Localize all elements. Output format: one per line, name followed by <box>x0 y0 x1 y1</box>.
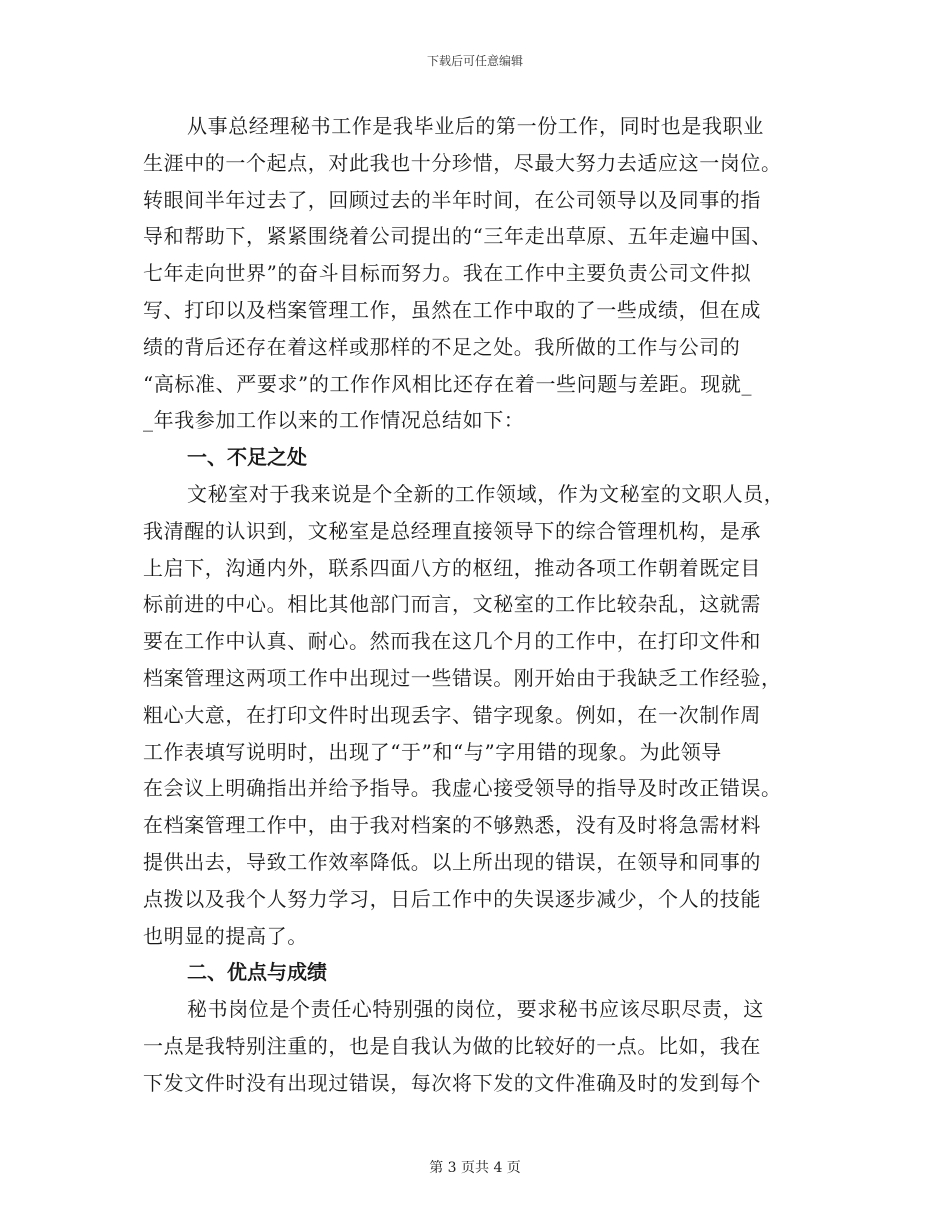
text-line: 文秘室对于我来说是个全新的工作领域，作为文秘室的文职人员， <box>187 481 785 506</box>
text-line: 工作表填写说明时，出现了“于”和“与”字用错的现象。为此领导 <box>143 739 722 764</box>
text-line: 点拨以及我个人努力学习，日后工作中的失误逐步减少，个人的技能 <box>143 886 761 911</box>
text-line: 写、打印以及档案管理工作，虽然在工作中取的了一些成绩，但在成 <box>143 297 761 322</box>
text-line: 一点是我特别注重的，也是自我认为做的比较好的一点。比如，我在 <box>143 1033 761 1058</box>
text-line: 粗心大意，在打印文件时出现丢字、错字现象。例如，在一次制作周 <box>143 702 761 727</box>
text-line: 导和帮助下，紧紧围绕着公司提出的“三年走出草原、五年走遍中国、 <box>143 224 772 249</box>
text-line: 生涯中的一个起点，对此我也十分珍惜，尽最大努力去适应这一岗位。 <box>143 150 782 175</box>
text-line: 秘书岗位是个责任心特别强的岗位，要求秘书应该尽职尽责，这 <box>187 997 764 1022</box>
text-line: 上启下，沟通内外，联系四面八方的枢纽，推动各项工作朝着既定目 <box>143 555 761 580</box>
text-line: 标前进的中心。相比其他部门而言，文秘室的工作比较杂乱，这就需 <box>143 592 761 617</box>
text-line: “高标准、严要求”的工作作风相比还存在着一些问题与差距。现就_ <box>143 371 753 396</box>
text-line: 我清醒的认识到，文秘室是总经理直接领导下的综合管理机构，是承 <box>143 518 761 543</box>
section-heading-strengths: 二、优点与成绩 <box>187 960 327 985</box>
document-body <box>143 108 807 1102</box>
text-line: 从事总经理秘书工作是我毕业后的第一份工作，同时也是我职业 <box>187 114 764 138</box>
text-line: 也明显的提高了。 <box>143 923 308 948</box>
text-line: _年我参加工作以来的工作情况总结如下： <box>143 408 525 433</box>
page-footer: 第 3 页共 4 页 <box>429 1160 521 1176</box>
text-line: 七年走向世界”的奋斗目标而努力。我在工作中主要负责公司文件拟 <box>143 261 752 286</box>
paragraph-shortcomings <box>143 476 807 954</box>
page-header: 下载后可任意编辑 <box>426 54 523 68</box>
text-line: 绩的背后还存在着这样或那样的不足之处。我所做的工作与公司的 <box>143 334 741 359</box>
text-line: 在档案管理工作中，由于我对档案的不够熟悉，没有及时将急需材料 <box>143 813 761 838</box>
text-line: 在会议上明确指出并给予指导。我虚心接受领导的指导及时改正错误。 <box>143 776 782 801</box>
text-line: 提供出去，导致工作效率降低。以上所出现的错误，在领导和同事的 <box>143 849 761 874</box>
text-line: 转眼间半年过去了，回顾过去的半年时间，在公司领导以及同事的指 <box>143 187 761 212</box>
paragraph-strengths <box>143 991 807 1101</box>
text-line: 下发文件时没有出现过错误，每次将下发的文件准确及时的发到每个 <box>143 1070 761 1095</box>
text-line: 要在工作中认真、耐心。然而我在这几个月的工作中，在打印文件和 <box>143 629 761 654</box>
text-line: 档案管理这两项工作中出现过一些错误。刚开始由于我缺乏工作经验， <box>143 665 782 690</box>
paragraph-intro <box>143 108 807 439</box>
section-heading-shortcomings: 一、不足之处 <box>187 445 307 470</box>
